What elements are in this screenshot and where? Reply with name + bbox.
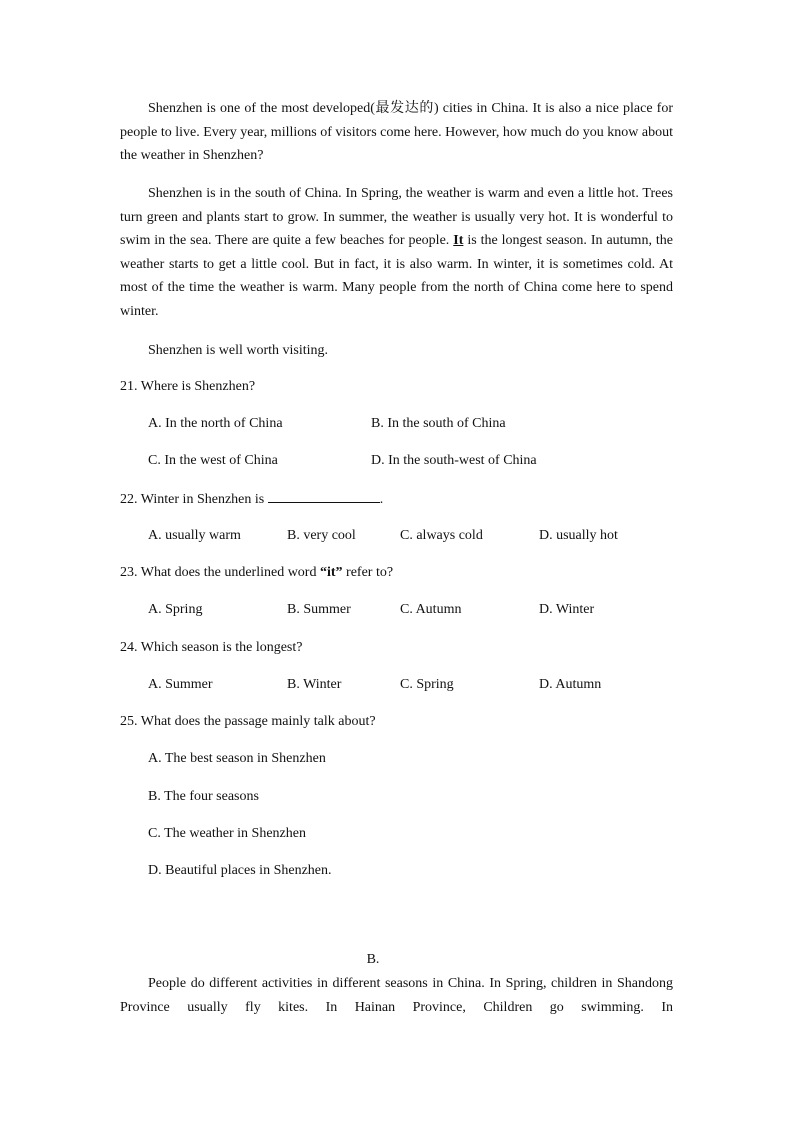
question-23-option-d: D. Winter xyxy=(539,602,595,617)
question-22-option-b: B. very cool xyxy=(287,528,356,543)
question-22-option-a: A. usually warm xyxy=(148,528,241,543)
question-21-option-b: B. In the south of China xyxy=(371,416,506,431)
question-22-option-d: D. usually hot xyxy=(539,528,618,543)
question-25-option-c: C. The weather in Shenzhen xyxy=(148,826,306,841)
passage-a-paragraph-3: Shenzhen is well worth visiting. xyxy=(148,343,329,358)
paragraph-2-text-after: is the longest season. In autumn, the weather starts to get a little cool. But in fact, it is also warm. In winter, it is sometimes cold. At most of the time the weather is warm. Many people from the north of China come here to spend winter. xyxy=(120,233,674,319)
question-24-stem: 24. Which season is the longest? xyxy=(120,640,303,655)
question-23-stem-before: 23. What does the underlined word xyxy=(120,565,320,580)
question-22-stem xyxy=(120,489,383,510)
question-24-option-b: B. Winter xyxy=(287,677,342,692)
question-23-stem-after: refer to? xyxy=(342,565,394,580)
section-b-paragraph-1: People do different activities in different seasons in China. In Spring, children in Shandong Province usually fly kites. In Hainan Province, Children go swimming. In xyxy=(120,976,673,1015)
question-23-option-b: B. Summer xyxy=(287,602,351,617)
underlined-word-it: It xyxy=(453,233,464,249)
question-21-option-d: D. In the south-west of China xyxy=(371,453,537,468)
paragraph-2-text-before: Shenzhen is in the south of China. In Spring, the weather is warm and even a little hot. Trees turn green and plants start to grow. In summer, the weather is usually very hot. It is wonderful to swim in the sea. There are quite a few beaches for people. xyxy=(120,186,673,249)
passage-a-paragraph-2 xyxy=(120,182,673,324)
question-25-option-a: A. The best season in Shenzhen xyxy=(148,751,326,766)
question-22-option-c: C. always cold xyxy=(400,528,483,543)
question-21-option-a: A. In the north of China xyxy=(148,416,283,431)
passage-a-paragraph-1: Shenzhen is one of the most developed(最发达的) cities in China. It is also a nice place for people to live. Every year, millions of visitors come here. However, how much do you know about the weather in Shenzhen? xyxy=(120,101,673,164)
section-b-heading: B. xyxy=(366,952,380,967)
question-22-stem-text: 22. Winter in Shenzhen is xyxy=(120,492,265,507)
question-23-option-c: C. Autumn xyxy=(400,602,462,617)
question-24-option-a: A. Summer xyxy=(148,677,213,692)
question-23-stem xyxy=(120,563,393,583)
question-24-option-c: C. Spring xyxy=(400,677,454,692)
question-25-stem: 25. What does the passage mainly talk about? xyxy=(120,714,376,729)
question-24-option-d: D. Autumn xyxy=(539,677,602,692)
question-21-stem: 21. Where is Shenzhen? xyxy=(120,379,256,394)
question-22-stem-end: . xyxy=(379,492,384,507)
question-23-quoted-word: “it” xyxy=(319,565,343,580)
question-25-option-b: B. The four seasons xyxy=(148,789,259,804)
question-21-option-c: C. In the west of China xyxy=(148,453,278,468)
answer-blank xyxy=(268,489,380,503)
question-25-option-d: D. Beautiful places in Shenzhen. xyxy=(148,863,332,878)
question-23-option-a: A. Spring xyxy=(148,602,203,617)
